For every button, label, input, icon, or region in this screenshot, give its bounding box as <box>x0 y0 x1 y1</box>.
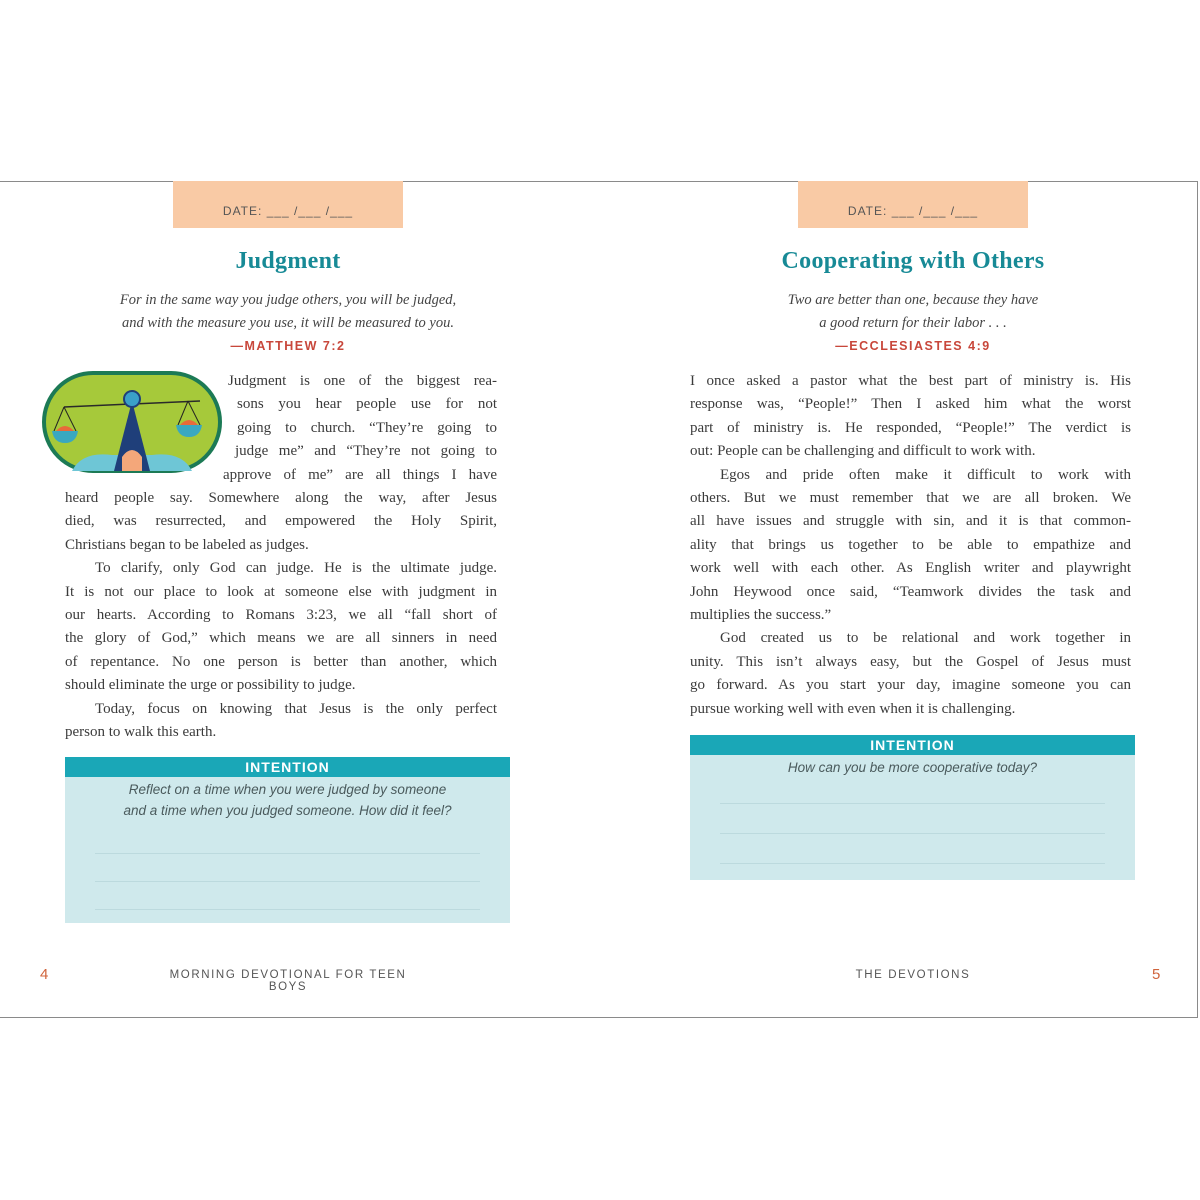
date-field-left[interactable]: DATE: ___ /___ /___ <box>173 181 403 228</box>
writing-line[interactable] <box>95 853 480 854</box>
devotion-title-right: Cooperating with Others <box>781 248 1045 274</box>
body-line: pursue working well with even when it is challenging. <box>690 700 1016 717</box>
scripture-reference-left: —MATTHEW 7:2 <box>230 339 346 353</box>
intention-box-left <box>65 757 510 923</box>
body-line: all have issues and struggle with sin, and it is that common- <box>690 513 1131 530</box>
intention-question: How can you be more cooperative today? <box>787 760 1038 775</box>
body-line: God created us to be relational and work together in <box>720 630 1131 647</box>
scripture-quote-left: For in the same way you judge others, you will be judged, and with the measure you use, it will be measured to you. <box>119 292 457 331</box>
body-line: go forward. As you start your day, imagine someone you can <box>690 677 1131 694</box>
devotion-title-left: Judgment <box>235 248 341 274</box>
body-line: going to church. “They’re going to <box>237 419 497 436</box>
body-line: part of ministry is. He responded, “People!” The verdict is <box>690 419 1131 436</box>
body-line: heard people say. Somewhere along the way, after Jesus <box>65 490 497 506</box>
scales-of-justice-illustration <box>42 371 222 473</box>
body-line: others. But we must remember that we are all broken. We <box>690 490 1131 506</box>
intention-box-right <box>690 735 1135 880</box>
body-line: multiplies the success.” <box>690 607 832 623</box>
body-line: approve of me” are all things I have <box>223 466 497 483</box>
body-line: To clarify, only God can judge. He is the ultimate judge. <box>95 560 497 577</box>
body-line: our hearts. According to Romans 3:23, we all “fall short of <box>65 607 497 623</box>
page-number-left: 4 <box>40 966 49 983</box>
body-line: I once asked a pastor what the best part of ministry is. His <box>690 373 1131 389</box>
body-line: Today, focus on knowing that Jesus is the only perfect <box>95 700 497 717</box>
body-line: Judgment is one of the biggest rea- <box>228 373 497 389</box>
running-head-left: MORNING DEVOTIONAL FOR TEEN BOYS <box>169 969 407 993</box>
writing-line[interactable] <box>95 881 480 882</box>
intention-header: INTENTION <box>65 757 510 777</box>
writing-line[interactable] <box>95 909 480 910</box>
body-line: It is not our place to look at someone else with judgment in <box>65 583 497 600</box>
page-number-right: 5 <box>1152 966 1161 983</box>
body-line: sons you hear people use for not <box>237 396 497 413</box>
body-line: person to walk this earth. <box>65 724 217 740</box>
body-line: judge me” and “They’re not going to <box>235 443 497 460</box>
intention-question: Reflect on a time when you were judged by someone and a time when you judged someone. How did it feel? <box>123 782 452 818</box>
writing-line[interactable] <box>720 833 1105 834</box>
scripture-quote-right: Two are better than one, because they have a good return for their labor . . . <box>787 292 1039 331</box>
body-line: John Heywood once said, “Teamwork divides the task and <box>690 583 1131 600</box>
body-line: of repentance. No one person is better than another, which <box>65 653 497 670</box>
body-line: Egos and pride often make it difficult to work with <box>720 466 1131 483</box>
body-line: died, was resurrected, and empowered the Holy Spirit, <box>65 513 497 530</box>
writing-line[interactable] <box>720 863 1105 864</box>
body-line: should eliminate the urge or possibility to judge. <box>65 677 356 694</box>
body-line: out: People can be challenging and difficult to work with. <box>690 443 1036 460</box>
writing-line[interactable] <box>720 803 1105 804</box>
body-line: response was, “People!” Then I asked him what the worst <box>690 396 1131 413</box>
intention-header: INTENTION <box>690 735 1135 755</box>
body-line: Christians began to be labeled as judges. <box>65 536 309 553</box>
body-line: unity. This isn’t always easy, but the Gospel of Jesus must <box>690 653 1131 670</box>
running-head-right: THE DEVOTIONS <box>855 969 971 981</box>
body-line: ality that brings us together to be able to empathize and <box>690 536 1131 553</box>
body-line: the glory of God,” which means we are all sinners in need <box>65 630 497 647</box>
scripture-reference-right: —ECCLESIASTES 4:9 <box>835 339 991 353</box>
date-field-right[interactable]: DATE: ___ /___ /___ <box>798 181 1028 228</box>
body-line: work well with each other. As English writer and playwright <box>690 560 1131 577</box>
